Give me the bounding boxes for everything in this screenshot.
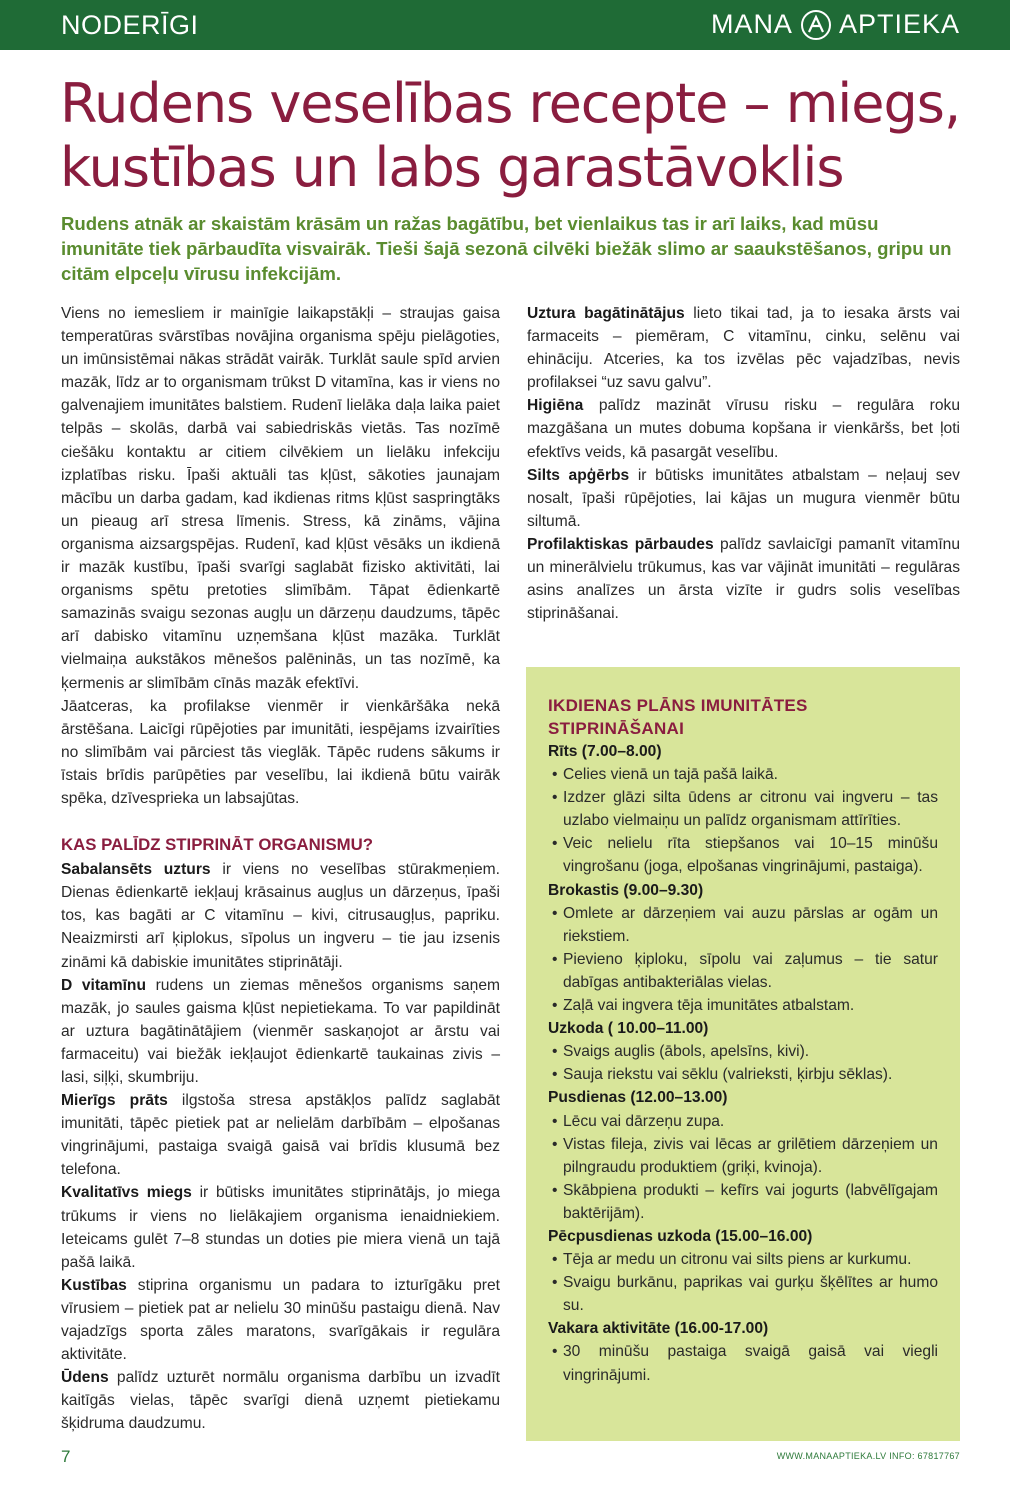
- header-bar: [0, 0, 1010, 50]
- article-lead: Rudens atnāk ar skaistām krāsām un ražas bagātību, bet vienlaikus tas ir arī laiks, kad mūsu imunitāte tiek pārbaudīta visvairāk. Tieši šajā sezonā cilvēki biežāk slimo ar saaukstēšanos, gripu un citām elpceļu vīrusu infekcijām.: [61, 213, 952, 284]
- tip-text: palīdz savlaicīgi pamanīt vitamīnu un minerālvielu trūkumus, kas var vājināt imunitāti – regulāras asins analīzes un ārsta vizīte ir gudrs solis veselības stiprināšanai.: [527, 535, 961, 623]
- plan-item: • Svaigu burkānu, paprikas vai gurķu šķēlītes ar humo su.: [548, 1271, 938, 1317]
- tip-text: ilgstoša stresa apstākļos palīdz saglabāt imunitāti, tāpēc pietiek pat ar nelielām darbībām – elpošanas vingrinājumi, pastaiga svaigā gaisā vai brīdis klusumā bez telefona.: [61, 1092, 500, 1179]
- plan-section-heading: Brokastis (9.00–9.30): [548, 881, 704, 899]
- page-number: 7: [61, 1447, 71, 1466]
- plan-section-heading: Vakara aktivitāte (16.00-17.00): [548, 1320, 769, 1338]
- plan-item: • Izdzer glāzi silta ūdens ar citronu vai ingveru – tas uzlabo vielmaiņu un palīdz organismam attīrīties.: [548, 786, 938, 832]
- tip-term: D vitamīnu: [61, 976, 146, 994]
- intro-paragraph-1: Viens no iemesliem ir mainīgie laikapstākļi – straujas gaisa temperatūras svārstības novājina organisma spēju pielāgoties, un imūnsistēmai nākas strādāt vairāk. Turklāt saule spīd arvien mazāk, līdz ar to organismam trūkst D vitamīna, kas ir viens no galvenajiem imunitātes balstiem. Rudenī lielāka daļa laika paiet telpās – skolās, darbā vai sabiedriskās vietās. Tas nozīmē ciešāku kontaktu ar citiem cilvēkiem un lielāku infekciju izplatības risku. Īpaši aktuāli tas kļūst, sākoties jaunajam mācību un darba gadam, kad ikdienas ritms kļūst saspringtāks un pieaug arī stresa līmenis. Stress, kā zināms, vājina organisma aizsargspējas. Rudenī, kad kļūst vēsāks un ikdienā ir mazāk kustību, īpaši svarīgi saglabāt fizisko aktivitāti, lai organisms spētu pretoties slimībām. Tāpat ēdienkartē samazinās svaigu sezonas augļu un dārzeņu daudzums, tāpēc arī dabisko vitamīnu uzņemšana kļūst mazāka. Turklāt vielmaiņa aukstākos mēnešos palēninās, un tas nozīmē, ka ķermenis ar slimībām cīnās mazāk efektīvi.: [61, 305, 500, 692]
- tip-text: stiprina organismu un padara to izturīgāku pret vīrusiem – pietiek pat ar nelielu 30 minūšu pastaigu dienā. Nav vajadzīgs sporta zāles maratons, svarīgākais ir regulāra aktivitāte.: [61, 1276, 500, 1364]
- tip-text: ir būtisks imunitātes atbalstam – neļauj sev nosalt, īpaši rūpējoties, lai kājas un mugura vienmēr būtu siltumā.: [527, 466, 960, 530]
- tip-paragraph: [61, 974, 500, 1089]
- tip-text: palīdz mazināt vīrusu risku – regulāra roku mazgāšana un mutes dobuma kopšana ir vienkāršs, bet ļoti efektīvs veids, kā pasargāt veselību.: [527, 397, 960, 461]
- section-label: NODERĪGI: [61, 10, 199, 40]
- left-column: [61, 302, 500, 1436]
- plan-item: • Skābpiena produkti – kefīrs vai jogurts (labvēlīgajam baktērijām).: [548, 1179, 938, 1225]
- tip-term: Mierīgs prāts: [61, 1092, 168, 1110]
- tip-term: Silts apģērbs: [527, 466, 630, 484]
- tip-text: rudens un ziemas mēnešos organisms saņem mazāk, jo saules gaisma kļūst nepietiekama. To var papildināt ar uztura bagātinātājiem (vienmēr saskaņojot ar ārstu vai farmaceitu) vai biežāk iekļaujot ēdienkartē taukainas zivis – lasi, siļķi, skumbriju.: [61, 976, 500, 1086]
- tip-paragraph: [61, 1366, 500, 1435]
- tip-term: Kvalitatīvs miegs: [61, 1184, 192, 1202]
- plan-item: • Svaigs auglis (ābols, apelsīns, kivi).: [548, 1040, 938, 1063]
- plan-list: [548, 1340, 938, 1386]
- tip-paragraph: [527, 302, 960, 394]
- plan-section-heading: Pusdienas (12.00–13.00): [548, 1089, 728, 1107]
- tip-text: lieto tikai tad, ja to iesaka ārsts vai farmaceits – piemēram, C vitamīnu, cinku, selēnu vai ehināciju. Atceries, ka tos izvēlas pēc vajadzības, nevis profilaksei “uz savu galvu”.: [527, 305, 960, 392]
- brand-name-left: MANA: [710, 9, 793, 39]
- tip-text: ir viens no veselības stūrakmeņiem. Dienas ēdienkartē iekļauj krāsainus augļus un dārzeņus, īpaši tos, kas bagāti ar C vitamīnu – kivi, citrusaugļus, papriku. Neaizmirsti arī ķiplokus, sīpolus un ingveru – tie jau izsenis zināmi kā dabiskie imunitātes stiprinātāji.: [61, 861, 500, 971]
- plan-title: IKDIENAS PLĀNS IMUNITĀTES STIPRINĀŠANAI: [548, 696, 808, 738]
- daily-plan-box: [526, 667, 960, 1441]
- tip-text: ir būtisks imunitātes stiprinātājs, jo miega trūkums ir viens no lielākajiem organisma ienaidniekiem. Ieteicams gulēt 7–8 stundas un doties pie miera vienā un tajā pašā laikā.: [61, 1184, 500, 1271]
- plan-item: • Celies vienā un tajā pašā laikā.: [548, 763, 938, 786]
- tip-text: palīdz uzturēt normālu organisma darbību un izvadīt kaitīgās vielas, tāpēc svarīgi dienā uzņemt pietiekamu šķidruma daudzumu.: [61, 1369, 500, 1433]
- plan-list: [548, 763, 938, 878]
- plan-section-heading: Pēcpusdienas uzkoda (15.00–16.00): [548, 1227, 813, 1245]
- tip-term: Profilaktiskas pārbaudes: [527, 535, 714, 553]
- plan-list: [548, 902, 938, 1017]
- plan-section-heading: Rīts (7.00–8.00): [548, 743, 662, 760]
- tip-paragraph: [61, 1089, 500, 1181]
- intro-paragraph-2: Jāatceras, ka profilakse vienmēr ir vienkāršāka nekā ārstēšana. Laicīgi rūpējoties par imunitāti, iespējams izvairīties no slimībām vai pārciest tās vieglāk. Tāpēc rudens sākums ir īstais brīdis parūpēties par veselību, lai ikdienā būtu vairāk spēka, dzīvesprieka un labsajūtas.: [61, 697, 500, 807]
- tip-term: Kustības: [61, 1276, 127, 1294]
- tip-term: Uztura bagātinātājus: [527, 305, 685, 322]
- plan-list: [548, 1110, 938, 1225]
- tip-term: Ūdens: [61, 1369, 109, 1387]
- plan-item: • Sauja riekstu vai sēklu (valrieksti, ķirbju sēklas).: [548, 1063, 938, 1086]
- right-column: [527, 302, 960, 625]
- tip-paragraph: [61, 858, 500, 973]
- brand-logo: [711, 9, 960, 40]
- plan-section-heading: Uzkoda ( 10.00–11.00): [548, 1020, 709, 1038]
- plan-item: • 30 minūšu pastaiga svaigā gaisā vai viegli vingrinājumi.: [548, 1340, 938, 1386]
- plan-item: • Omlete ar dārzeņiem vai auzu pārslas ar ogām un riekstiem.: [548, 902, 938, 948]
- plan-list: [548, 1248, 938, 1317]
- tip-paragraph: [527, 533, 960, 625]
- plan-item: • Vistas fileja, zivis vai lēcas ar grilētiem dārzeņiem un pilngraudu produktiem (griķi, kvinoja).: [548, 1133, 938, 1179]
- brand-mark-icon: [801, 10, 831, 40]
- section-heading: KAS PALĪDZ STIPRINĀT ORGANISMU?: [61, 835, 374, 855]
- plan-item: • Zaļā vai ingvera tēja imunitātes atbalstam.: [548, 994, 938, 1017]
- brand-name-right: APTIEKA: [838, 9, 960, 39]
- tip-term: Higiēna: [527, 397, 584, 415]
- tip-term: Sabalansēts uzturs: [61, 861, 211, 879]
- article-title: Rudens veselības recepte – miegs, kustības un labs garastāvoklis: [60, 72, 961, 199]
- footer-contact: WWW.MANAAPTIEKA.LV INFO: 67817767: [776, 1451, 960, 1461]
- tip-paragraph: [61, 1181, 500, 1273]
- plan-item: • Tēja ar medu un citronu vai silts piens ar kurkumu.: [548, 1248, 938, 1271]
- plan-item: • Veic nelielu rīta stiepšanos vai 10–15 minūšu vingrošanu (joga, elpošanas vingrinājumi, pastaiga).: [548, 832, 938, 878]
- plan-item: • Lēcu vai dārzeņu zupa.: [548, 1110, 938, 1133]
- plan-item: • Pievieno ķiploku, sīpolu vai zaļumus – tie satur dabīgas antibakteriālas vielas.: [548, 948, 938, 994]
- plan-list: [548, 1040, 938, 1086]
- tip-paragraph: [61, 1274, 500, 1366]
- tip-paragraph: [527, 394, 960, 463]
- tip-paragraph: [527, 464, 960, 533]
